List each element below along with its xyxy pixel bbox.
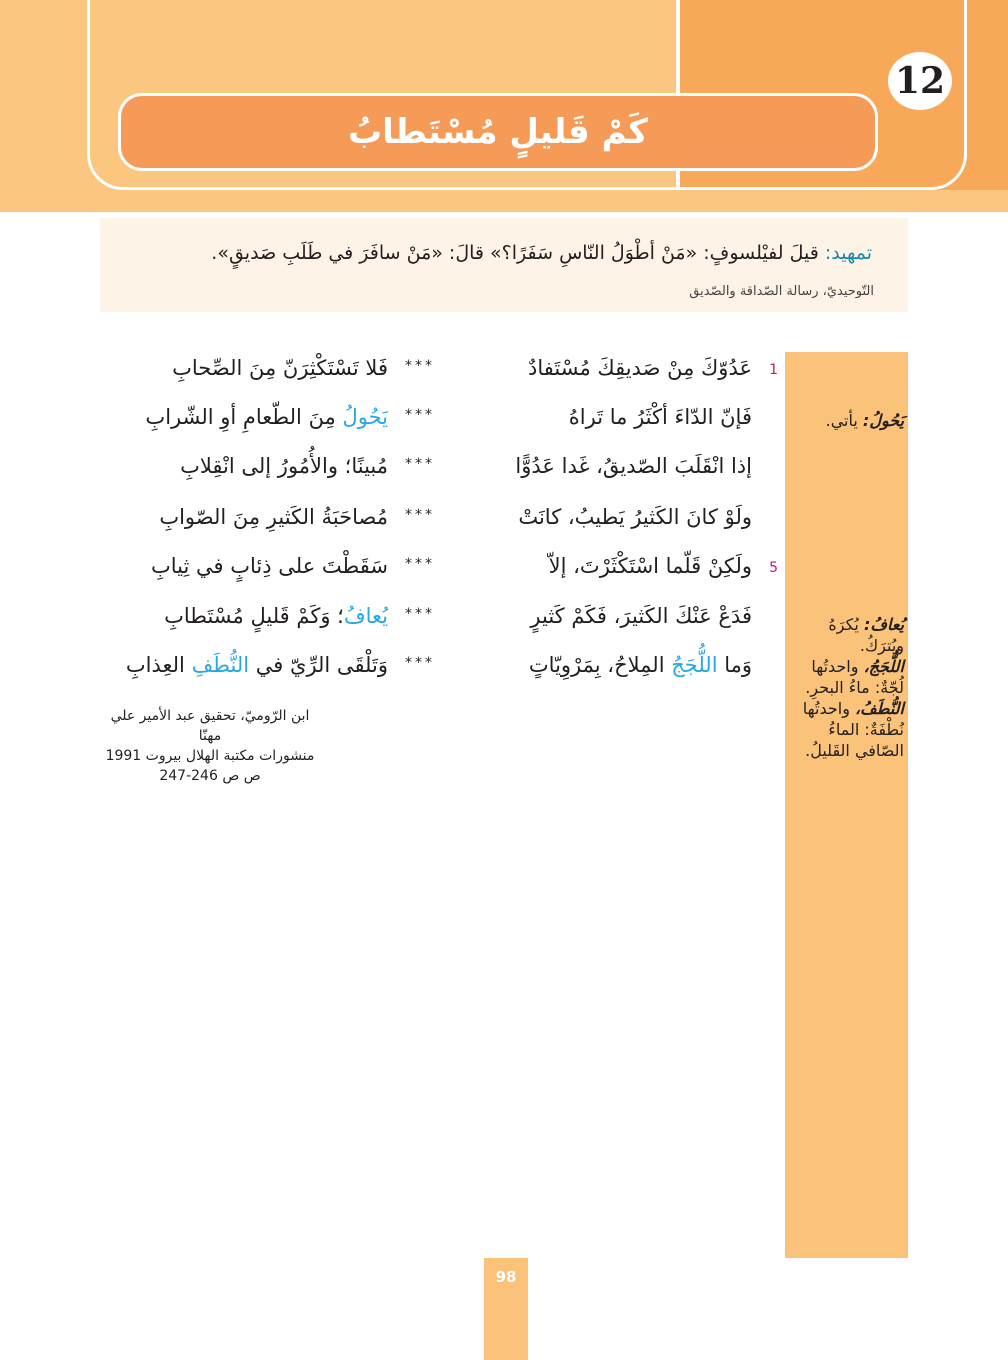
- verse-first-hemistich: إذا انْقَلَبَ الصّديقُ، غَدا عَدُوًّا: [515, 454, 752, 478]
- poem-verse: [90, 405, 780, 445]
- intro-text: قيلَ لفيْلسوفٍ: «مَنْ أطْوَلُ النّاسِ سَفَرًا؟» قالَ: «مَنْ سافَرَ في طَلَبِ صَديقٍ».: [211, 242, 819, 264]
- verse-separator: ***: [405, 456, 435, 472]
- verse-text: ؛ وَكَمْ قَليلٍ مُسْتَطابِ: [164, 604, 344, 628]
- glossary-sidebar: [785, 352, 908, 1258]
- page-number: 98: [495, 1268, 517, 1286]
- glossary-term: يَحُولُ:: [862, 411, 904, 430]
- title-banner: [118, 93, 878, 171]
- verse-second-hemistich: [98, 405, 388, 429]
- verse-second-hemistich: سَقَطْتَ على ذِئابٍ في ثِيابِ: [150, 554, 388, 578]
- verse-separator: ***: [405, 606, 435, 622]
- lesson-number-badge: 12: [888, 52, 952, 110]
- verse-text: وَما: [717, 653, 752, 677]
- glossary-definition: واحدتُها نُطْفَةٌ: الماءُ الصّافي القَليلُ.: [802, 699, 904, 760]
- glossary-entry: [789, 614, 904, 761]
- glossed-word: يَحُولُ: [342, 405, 388, 429]
- verse-text: وَتَلْقَى الرِّيّ في: [249, 653, 388, 677]
- poem-verse: [90, 505, 780, 545]
- glossary-definition: واحدتُها لُجّةٌ: ماءُ البحرِ.: [805, 657, 904, 697]
- verse-first-hemistich: فَإنّ الدّاءَ أكْثَرُ ما تَراهُ: [568, 405, 752, 429]
- glossary-term: يُعافُ:: [863, 615, 904, 634]
- verse-separator: ***: [405, 556, 435, 572]
- poem-citation: [100, 706, 320, 786]
- verse-separator: ***: [405, 407, 435, 423]
- verse-text: مِنَ الطّعامِ أوِ الشّرابِ: [145, 405, 343, 429]
- page-title: كَمْ قَليلٍ مُسْتَطابُ: [347, 112, 649, 152]
- verse-second-hemistich: [98, 604, 388, 628]
- poem-verse: [90, 653, 780, 693]
- glossary-term: النُّطَفُ،: [855, 699, 904, 718]
- verse-first-hemistich: عَدُوّكَ مِنْ صَديقِكَ مُسْتَفادٌ: [528, 356, 752, 380]
- verse-text: المِلاحُ، بِمَرْوِيّاتٍ: [528, 653, 672, 677]
- citation-line: منشورات مكتبة الهلال بيروت 1991: [105, 748, 315, 764]
- poem-verse: [90, 454, 780, 494]
- verse-separator: ***: [405, 655, 435, 671]
- verse-second-hemistich: مُبينًا؛ والأُمُورُ إلى انْقِلابِ: [180, 454, 388, 478]
- glossary-entry: [789, 410, 904, 431]
- verse-first-hemistich: ولَوْ كانَ الكَثيرُ يَطيبُ، كانَتْ: [518, 505, 752, 529]
- glossed-word: يُعافُ: [343, 604, 388, 628]
- verse-second-hemistich: مُصاحَبَةُ الكَثيرِ مِنَ الصّوابِ: [159, 505, 388, 529]
- glossary-term: اللُّجَجُ،: [863, 657, 904, 676]
- verse-text: العِذابِ: [125, 653, 192, 677]
- citation-line: ابن الرّوميّ، تحقيق عبد الأمير علي مهنّا: [110, 708, 310, 744]
- glossed-word: النُّطَفِ: [191, 653, 250, 677]
- poem-verse: [90, 604, 780, 644]
- verse-separator: ***: [405, 507, 435, 523]
- verse-number: 1: [769, 362, 778, 378]
- verse-second-hemistich: فَلا تَسْتَكْثِرَنّ مِنَ الصِّحابِ: [172, 356, 388, 380]
- poem-verse: [90, 356, 780, 396]
- intro-box: [100, 218, 908, 312]
- poem-verse: [90, 554, 780, 594]
- verse-number: 5: [769, 560, 778, 576]
- citation-line: ص ص 246-247: [159, 768, 261, 784]
- intro-text-line: [211, 242, 872, 264]
- verse-first-hemistich: فَدَعْ عَنْكَ الكَثيرَ، فَكَمْ كَثيرٍ: [530, 604, 752, 628]
- glossary-definition: يأتي.: [825, 411, 863, 430]
- glossary-definition: يُكرَهُ ويُترَكُ.: [828, 615, 904, 655]
- glossed-word: اللُّجَجُ: [671, 653, 718, 677]
- verse-separator: ***: [405, 358, 435, 374]
- intro-label: تمهيد:: [824, 242, 872, 264]
- verse-first-hemistich: [482, 653, 752, 677]
- intro-source: التّوحيديّ، رسالة الصّداقة والصّديق: [689, 284, 874, 299]
- verse-first-hemistich: ولَكِنْ قَلّما اسْتَكْثَرْتَ، إلاّ: [548, 554, 752, 578]
- verse-second-hemistich: [98, 653, 388, 677]
